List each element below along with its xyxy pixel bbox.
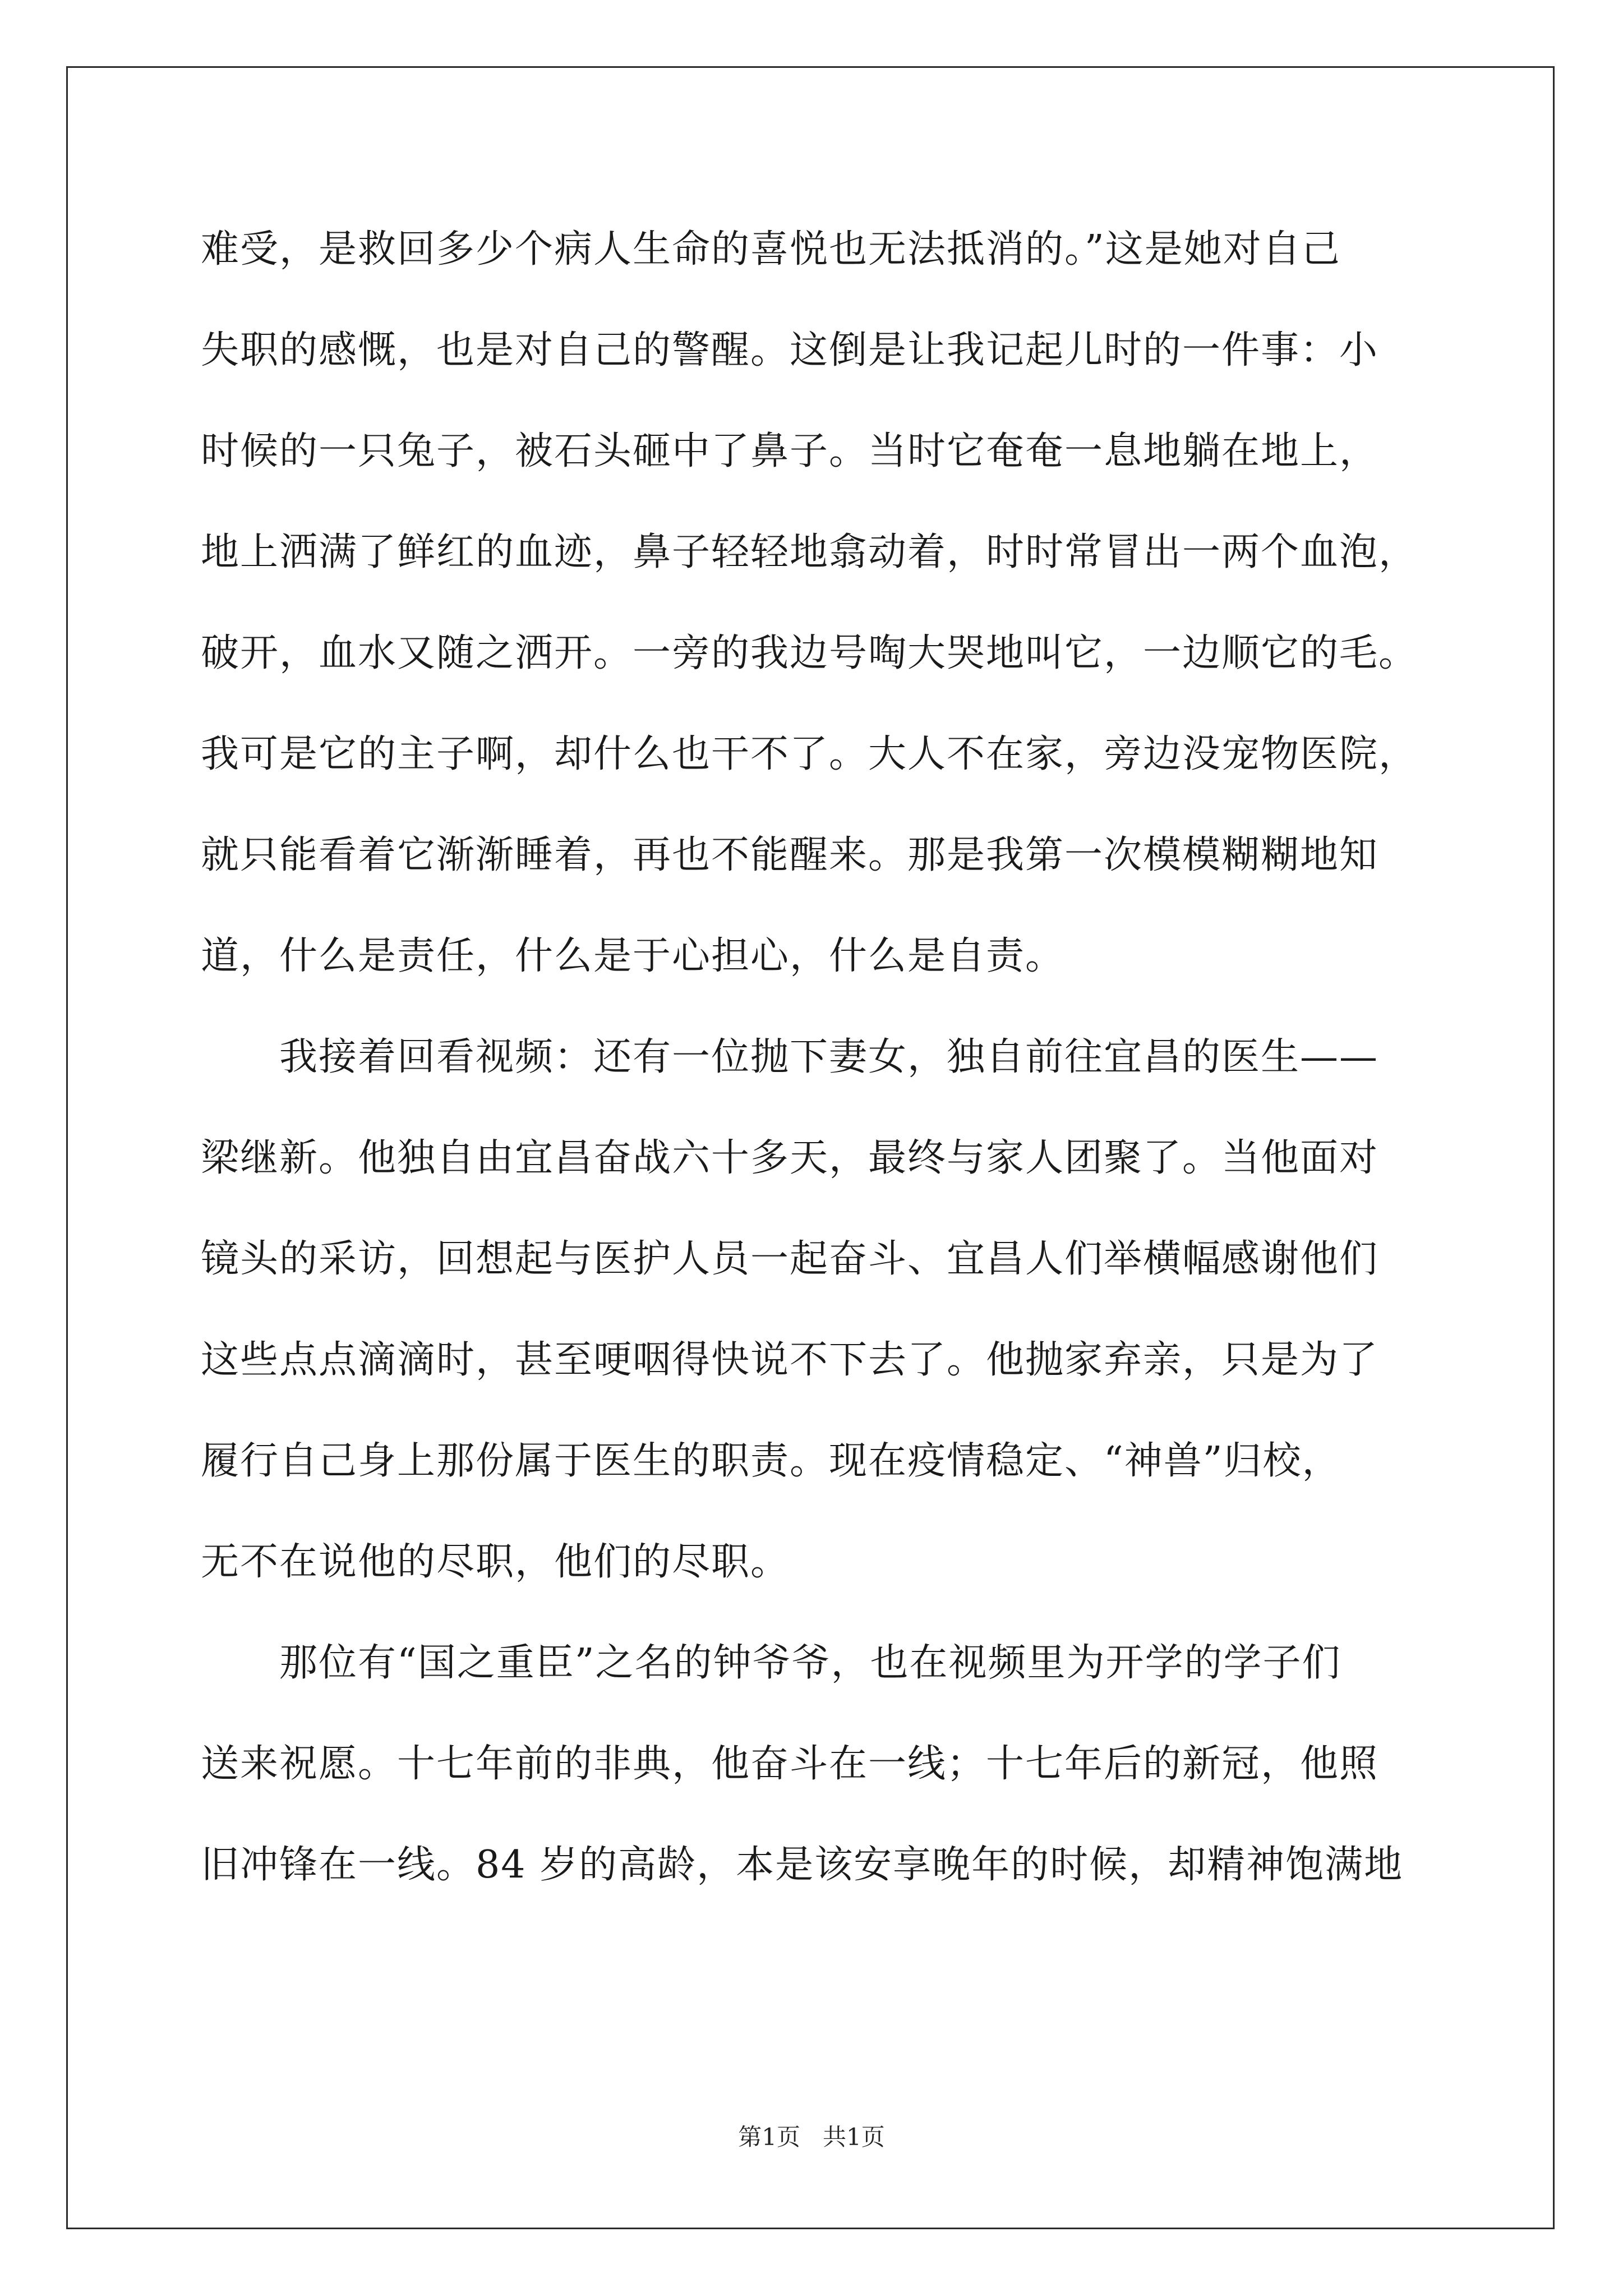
text-line: 镜头的采访，回想起与医护人员一起奋斗、宜昌人们举横幅感谢他们 [201,1237,1379,1281]
paragraph-start-line: 我接着回看视频：还有一位抛下妻女，独自前往宜昌的医生—— [279,1035,1379,1079]
text-line: 我可是它的主子啊，却什么也干不了。大人不在家，旁边没宠物医院， [201,732,1418,776]
text-line: 梁继新。他独自由宜昌奋战六十多天，最终与家人团聚了。当他面对 [201,1136,1379,1180]
text-line: 旧冲锋在一线。84 岁的高龄，本是该安享晚年的时候，却精神饱满地 [201,1843,1404,1887]
text-line: 道，什么是责任，什么是于心担心，什么是自责。 [201,934,1065,978]
document-body [201,213,1435,1930]
text-line: 无不在说他的尽职，他们的尽职。 [201,1540,790,1584]
text-line: 履行自己身上那份属于医生的职责。现在疫情稳定、“神兽”归校， [201,1439,1341,1483]
text-line: 这些点点滴滴时，甚至哽咽得快说不下去了。他抛家弃亲，只是为了 [201,1338,1379,1382]
text-line: 送来祝愿。十七年前的非典，他奋斗在一线；十七年后的新冠，他照 [201,1742,1379,1786]
page-number-footer: 第1页 共1页 [738,2123,885,2151]
text-line: 时候的一只兔子，被石头砸中了鼻子。当时它奄奄一息地躺在地上， [201,429,1379,473]
text-line: 地上洒满了鲜红的血迹，鼻子轻轻地翕动着，时时常冒出一两个血泡， [201,530,1418,574]
text-line: 失职的感慨，也是对自己的警醒。这倒是让我记起儿时的一件事：小 [201,328,1379,372]
text-line: 就只能看着它渐渐睡着，再也不能醒来。那是我第一次模模糊糊地知 [201,833,1379,877]
text-line: 破开，血水又随之洒开。一旁的我边号啕大哭地叫它，一边顺它的毛。 [201,631,1418,675]
paragraph-start-line: 那位有“国之重臣”之名的钟爷爷，也在视频里为开学的学子们 [279,1641,1341,1685]
text-line: 难受，是救回多少个病人生命的喜悦也无法抵消的。”这是她对自己 [201,227,1341,272]
